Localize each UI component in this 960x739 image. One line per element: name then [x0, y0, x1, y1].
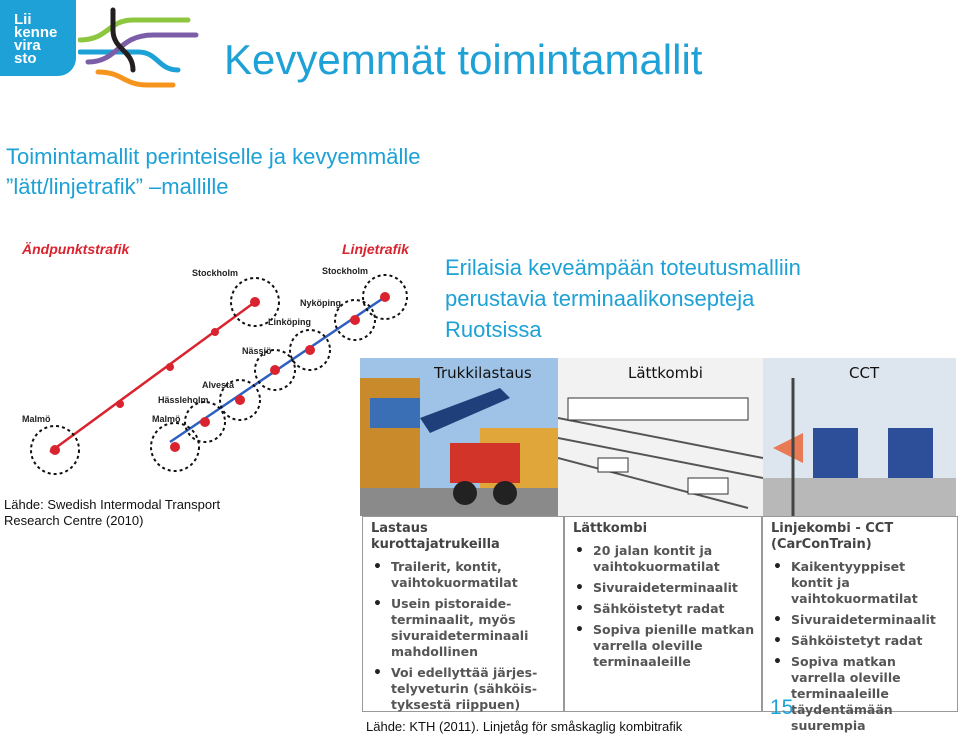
- column-linjekombi-cct: [761, 517, 957, 733]
- list-item: • Sivuraideterminaalit: [771, 612, 951, 628]
- logo-line-2: kenne: [14, 24, 58, 41]
- list-item: • Sopiva pienille matkan varrella oleville terminaaleille: [573, 622, 755, 670]
- list-item: • Usein pistoraide-terminaalit, myös sivuraideterminaali mahdollinen: [371, 596, 557, 660]
- column-title-2: Lättkombi: [573, 521, 648, 536]
- source1-line-2: Research Centre (2010): [4, 513, 144, 528]
- city-malmo-right: Malmö: [152, 414, 181, 424]
- source1-line-1: Lähde: Swedish Intermodal Transport: [4, 497, 221, 512]
- list-item: • Voi edellyttää järjes-telyveturin (sähköis-tyksestä riippuen): [371, 665, 557, 713]
- logo-line-4: sto: [14, 50, 37, 67]
- column-lattkombi: [563, 517, 761, 711]
- heading-linjetrafik: Linjetrafik: [342, 241, 409, 257]
- right-text-line-1: Erilaisia keveämpään toteutusmalliin: [445, 255, 801, 280]
- list-item: • Sopiva matkan varrella oleville terminaaleille täydentämään suurempia: [771, 654, 951, 734]
- city-hassleholm: Hässleholm: [158, 395, 209, 405]
- terminal-concepts-text: [445, 252, 801, 345]
- right-text-line-3: Ruotsissa: [445, 317, 542, 342]
- photo-cct: [763, 358, 956, 516]
- logo-track-lines-graphic: [78, 0, 200, 100]
- list-item: • Sähköistetyt radat: [771, 633, 951, 649]
- list-item: • Kaikentyyppiset kontit ja vaihtokuormatilat: [771, 559, 951, 607]
- list-item: • Sivuraideterminaalit: [573, 580, 755, 596]
- photo-lattkombi-sketch: [558, 358, 763, 516]
- city-stockholm-right: Stockholm: [322, 266, 369, 276]
- list-item: • 20 jalan kontit ja vaihtokuormatilat: [573, 543, 755, 575]
- column-title-3: Linjekombi - CCT (CarConTrain): [771, 521, 894, 552]
- city-linkoping: Linköping: [268, 317, 311, 327]
- photo-label-cct: CCT: [849, 364, 880, 382]
- city-nassjo: Nässjö: [242, 346, 272, 356]
- subtitle-line-2: ”lätt/linjetrafik” –mallille: [6, 174, 229, 199]
- slide-subtitle: [6, 142, 421, 202]
- photo-label-lattkombi: Lättkombi: [628, 364, 703, 382]
- heading-andpunktstrafik: Ändpunktstrafik: [22, 241, 130, 257]
- city-stockholm-left: Stockholm: [192, 268, 239, 278]
- list-item: • Trailerit, kontit, vaihtokuormatilat: [371, 559, 557, 591]
- photo-label-trukkilastaus: Trukkilastaus: [434, 364, 532, 382]
- source-citation-1: [4, 497, 220, 529]
- column-kurottajatrukki: [363, 517, 563, 711]
- terminal-photos: [360, 358, 956, 516]
- photo-reach-stacker: [360, 358, 558, 516]
- traffic-model-diagram: [10, 232, 410, 492]
- slide-title: Kevyemmät toimintamallit: [224, 36, 703, 83]
- logo-text: [0, 0, 76, 76]
- list-item: • Sähköistetyt radat: [573, 601, 755, 617]
- city-alvesta: Alvesta: [202, 380, 235, 390]
- page-number: 15: [770, 696, 794, 719]
- city-nykoping: Nyköping: [300, 298, 342, 308]
- subtitle-line-1: Toimintamallit perinteiselle ja kevyemmälle: [6, 144, 421, 169]
- liikennevirasto-logo: [0, 0, 76, 76]
- city-malmo-left: Malmö: [22, 414, 51, 424]
- column-title-1: Lastaus kurottajatrukeilla: [371, 521, 500, 552]
- source-citation-2: Lähde: KTH (2011). Linjetåg för småskaglig kombitrafik: [366, 719, 683, 734]
- logo-line-3: vira: [14, 37, 41, 54]
- logo-line-1: Lii: [14, 11, 32, 28]
- right-text-line-2: perustavia terminaalikonsepteja: [445, 286, 755, 311]
